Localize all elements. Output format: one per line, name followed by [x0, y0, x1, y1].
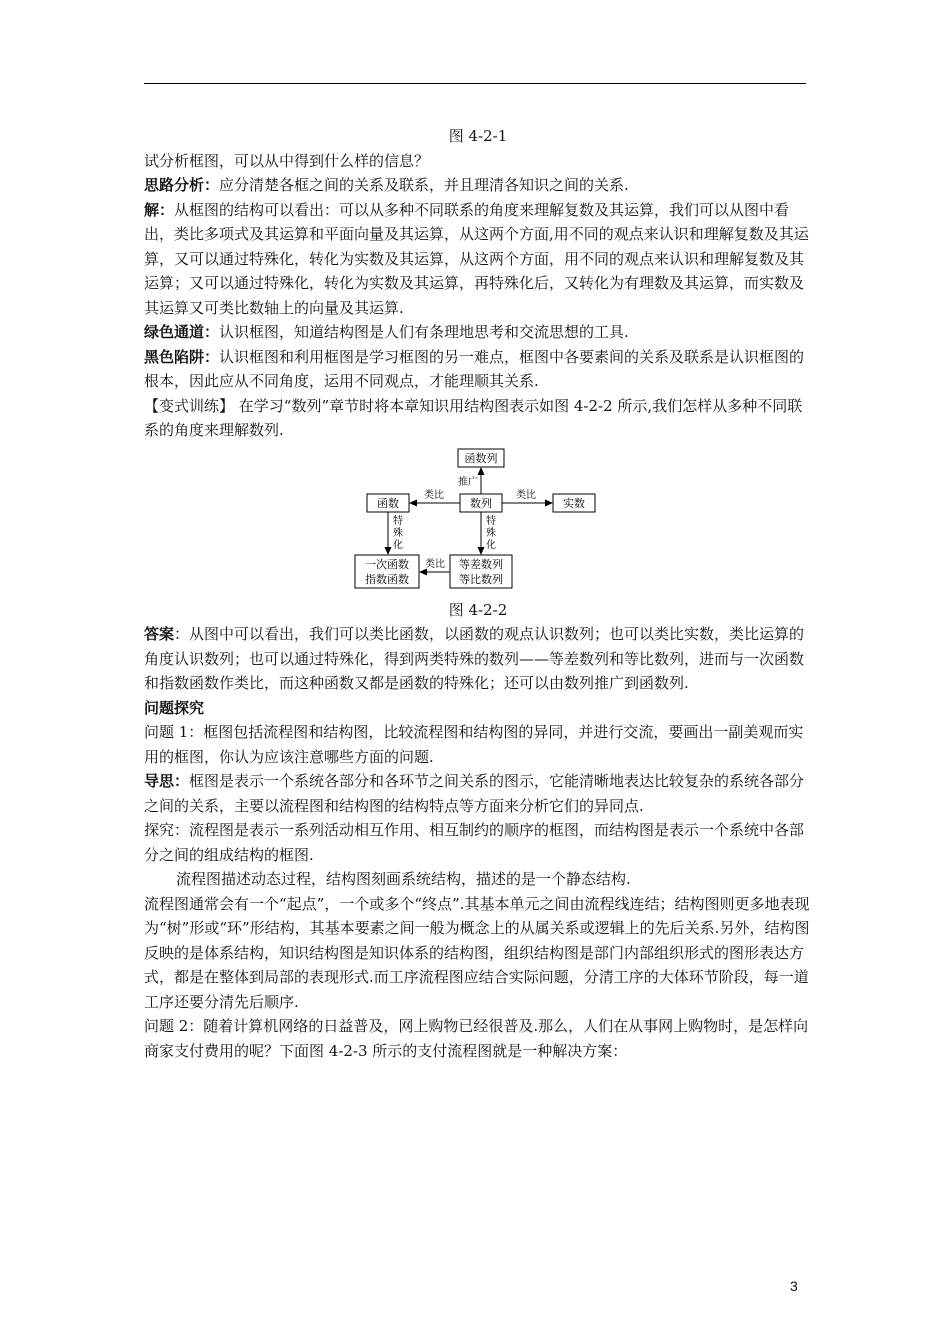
solution-label: 解：: [144, 200, 175, 219]
page-content: [144, 124, 812, 1063]
answer-label: 答案: [144, 625, 175, 643]
guide-paragraph: [144, 769, 812, 818]
label-analogy-function: 类比: [424, 489, 444, 501]
guide-text: 框图是表示一个系统各部分和各环节之间关系的图示，它能清晰地表达比较复杂的系统各部分之间的关系，主要以流程图和结构图的结构特点等方面来分析它们的异同点.: [144, 772, 805, 815]
black-trap-label: 黑色陷阱：: [144, 347, 220, 366]
thinking-text: 应分清楚各框之间的关系及联系，并且理清各知识之间的关系.: [219, 176, 629, 194]
label-analogy-bottom: 类比: [425, 558, 445, 570]
variant-label: 【变式训练】: [144, 396, 235, 415]
explore-paragraph-2: 流程图描述动态过程，结构图刻画系统结构，描述的是一个静态结构.: [176, 870, 631, 888]
guide-label: 导思：: [144, 772, 190, 790]
question-line: 试分析框图，可以从中得到什么样的信息？: [144, 151, 430, 170]
green-channel-label: 绿色通道：: [144, 323, 220, 341]
question-2: 问题 2：随着计算机网络的日益普及，网上购物已经很普及.那么，人们在从事网上购物时，是怎样向商家支付费用的呢？下面图 4-2-3 所示的支付流程图就是一种解决方案：: [144, 1017, 809, 1060]
black-trap-paragraph: [144, 345, 812, 394]
sequence-structure-diagram: [144, 446, 812, 594]
section-title: 问题探究: [144, 698, 205, 717]
solution-paragraph: [144, 198, 812, 321]
page-number: 3: [790, 1278, 798, 1294]
explore-paragraph: 探究：流程图是表示一系列活动相互作用、相互制约的顺序的框图，而结构图是表示一个系统中各部分之间的组成结构的框图.: [144, 821, 805, 864]
black-trap-text: 认识框图和利用框图是学习框图的另一难点，框图中各要素间的关系及联系是认识框图的根本，因此应从不同角度，运用不同观点，才能理顺其关系.: [144, 347, 805, 390]
box-geometric-sequence-text: 等比数列: [459, 572, 503, 586]
box-arithmetic-sequence-text: 等差数列: [459, 557, 503, 571]
variant-text: 在学习“数列”章节时将本章知识用结构图表示如图 4-2-2 所示,我们怎样从多种不同联系的角度来理解数列.: [144, 396, 803, 439]
label-generalize: 推广: [458, 476, 478, 488]
green-channel-paragraph: [144, 320, 812, 345]
header-rule: [144, 83, 806, 84]
box-sequence-text: 数列: [470, 496, 492, 510]
diagram-svg: [144, 446, 812, 594]
answer-paragraph: [144, 622, 812, 696]
explore-paragraph-3: 流程图通常会有一个“起点”，一个或多个“终点”.其基本单元之间由流程线连结；结构图则更多地表现为“树”形或“环”形结构，其基本要素之间一般为概念上的从属关系或逻辑上的先后关系.另外，结构图反映的是体系结构，知识结构图是知识体系的结构图，组织结构图是部门内部组织形式的图形表达方式，都是在整体到局部的表现形式.而工序流程图应结合实际问题，分清工序的大体环节阶段，每一道工序还要分清先后顺序.: [144, 894, 810, 1011]
variant-paragraph: [144, 394, 812, 443]
green-channel-text: 认识框图，知道结构图是人们有条理地思考和交流思想的工具.: [219, 323, 629, 341]
label-specialize-function: 特殊化: [393, 515, 403, 551]
box-function-text: 函数: [377, 496, 399, 510]
box-exponential-function-text: 指数函数: [365, 572, 409, 586]
thinking-label: 思路分析：: [144, 176, 220, 194]
answer-text: ：从图中可以看出，我们可以类比函数，以函数的观点认识数列；也可以类比实数，类比运算的角度认识数列；也可以通过特殊化，得到两类特殊的数列——等差数列和等比数列，进而与一次函数和指数函数作类比，而这种函数又都是函数的特殊化；还可以由数列推广到函数列.: [144, 625, 805, 692]
question-1: 问题 1：框图包括流程图和结构图，比较流程图和结构图的异同，并进行交流，要画出一副美观而实用的框图，你认为应该注意哪些方面的问题.: [144, 723, 804, 766]
box-linear-function-text: 一次函数: [365, 557, 409, 571]
solution-text: 从框图的结构可以看出：可以从多种不同联系的角度来理解复数及其运算，我们可以从图中看出，类比多项式及其运算和平面向量及其运算，从这两个方面,用不同的观点来认识和理解复数及其运算，又可以通过特殊化，转化为实数及其运算，从这两个方面，用不同的观点来认识和理解复数及其运算；又可以通过特殊化，转化为实数及其运算，再特殊化后，又转化为有理数及其运算，而实数及其运算又可类比数轴上的向量及其运算.: [144, 200, 809, 317]
figure-4-2-1-caption: 图 4-2-1: [448, 127, 508, 145]
thinking-paragraph: [144, 173, 812, 198]
label-specialize-sequence: 特殊化: [486, 515, 496, 551]
figure-4-2-2-caption: 图 4-2-2: [448, 600, 508, 619]
label-analogy-real: 类比: [516, 489, 536, 501]
box-function-sequence-text: 函数列: [464, 451, 498, 465]
box-real-number-text: 实数: [563, 496, 585, 510]
